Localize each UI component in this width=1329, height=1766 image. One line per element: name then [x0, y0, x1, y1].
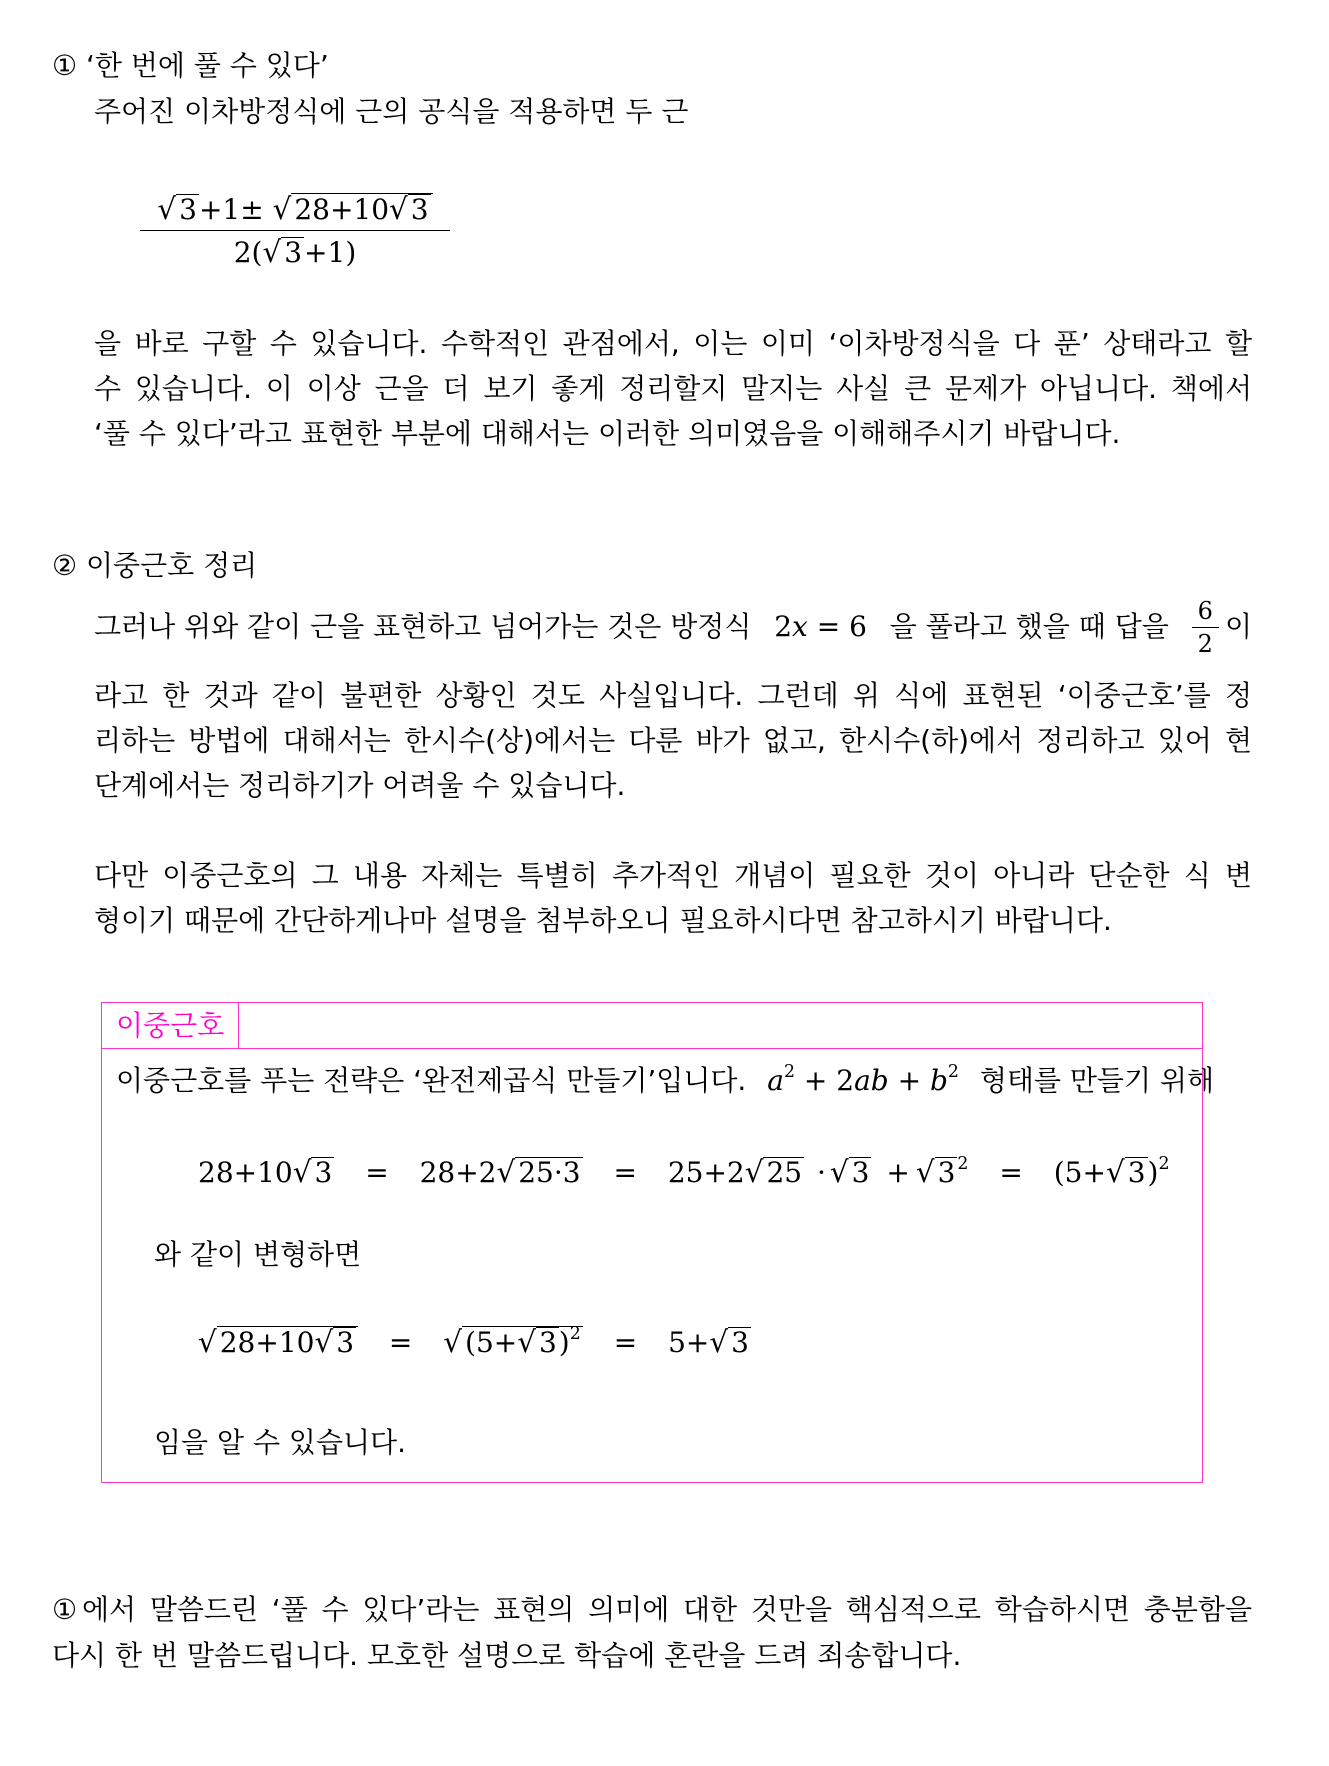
footer-line: 다시 한 번 말씀드립니다. 모호한 설명으로 학습에 혼란을 드려 죄송합니다.	[52, 1639, 962, 1672]
section-2-paragraph-line: 리하는 방법에 대해서는 한시수(상)에서는 다룬 바가 없고, 한시수(하)에서 정리하고 있어 현	[94, 724, 1252, 757]
section-2-line-with-fraction: 그러나 위와 같이 근을 표현하고 넘어가는 것은 방정식 2x = 6 을 풀라고 했을 때 답을 $\frac{6}{2}$ 이	[94, 596, 1252, 658]
section-2-paragraph-line: 라고 한 것과 같이 불편한 상황인 것도 사실입니다. 그런데 위 식에 표현된 ‘이중근호’를 정	[94, 679, 1252, 712]
section-1-paragraph-line: 을 바로 구할 수 있습니다. 수학적인 관점에서, 이는 이미 ‘이차방정식을 다 푼’ 상태라고 할	[94, 327, 1252, 360]
section-2-paragraph-line: 다만 이중근호의 그 내용 자체는 특별히 추가적인 개념이 필요한 것이 아니라 단순한 식 변	[94, 859, 1252, 892]
box-intro-line: 이중근호를 푸는 전략은 ‘완전제곱식 만들기’입니다. $a^2 + 2ab + b^2$ 형태를 만들기 위해	[116, 1061, 1215, 1097]
sqrt-3: 3	[176, 194, 199, 224]
box-tag-label: 이중근호	[102, 1003, 239, 1048]
section-1-paragraph-line: 수 있습니다. 이 이상 근을 더 보기 좋게 정리할지 말지는 사실 큰 문제가 아닙니다. 책에서	[94, 372, 1252, 405]
box-middle-line: 와 같이 변형하면	[154, 1238, 362, 1271]
section-1-paragraph-line: ‘풀 수 있다’라고 표현한 부분에 대해서는 이러한 의미였음을 이해해주시기 바랍니다.	[94, 417, 1121, 450]
sqrt-28-10-sqrt3: 28+10√ 3	[291, 193, 432, 225]
double-radical-explainer-box	[101, 1002, 1215, 1483]
footer-line: ①에서 말씀드린 ‘풀 수 있다’라는 표현의 의미에 대한 것만을 핵심적으로 학습하시면 충분함을	[52, 1593, 1252, 1626]
section-1-heading: ① ‘한 번에 풀 수 있다’	[52, 49, 329, 82]
double-radical-result-equation: √ 28+10√ 3 = √ (5+√ 3)$^2$ = 5+√ 3	[198, 1323, 749, 1359]
section-2-paragraph-line: 단계에서는 정리하기가 어려울 수 있습니다.	[94, 769, 626, 802]
section-2-paragraph-line: 형이기 때문에 간단하게나마 설명을 첨부하오니 필요하시다면 참고하시기 바랍니다.	[94, 904, 1112, 937]
box-header	[102, 1003, 1202, 1049]
section-2-heading: ② 이중근호 정리	[52, 549, 258, 582]
quadratic-root-formula: $\frac{√ 3+1\pm √ 28+10√ 3}{2(√ 3+1)}$	[140, 192, 450, 269]
box-conclusion-line: 임을 알 수 있습니다.	[154, 1426, 406, 1459]
fraction-6-over-2: $\frac{6}{2}$	[1192, 599, 1219, 656]
completing-square-equation: 28+10√ 3 = 28+2√ 25·3 = 25+2√ 25 · √ 3 + √ 3 $^2$ = (5+√ 3)$^2$	[198, 1153, 1170, 1189]
section-1-line: 주어진 이차방정식에 근의 공식을 적용하면 두 근	[94, 95, 689, 128]
